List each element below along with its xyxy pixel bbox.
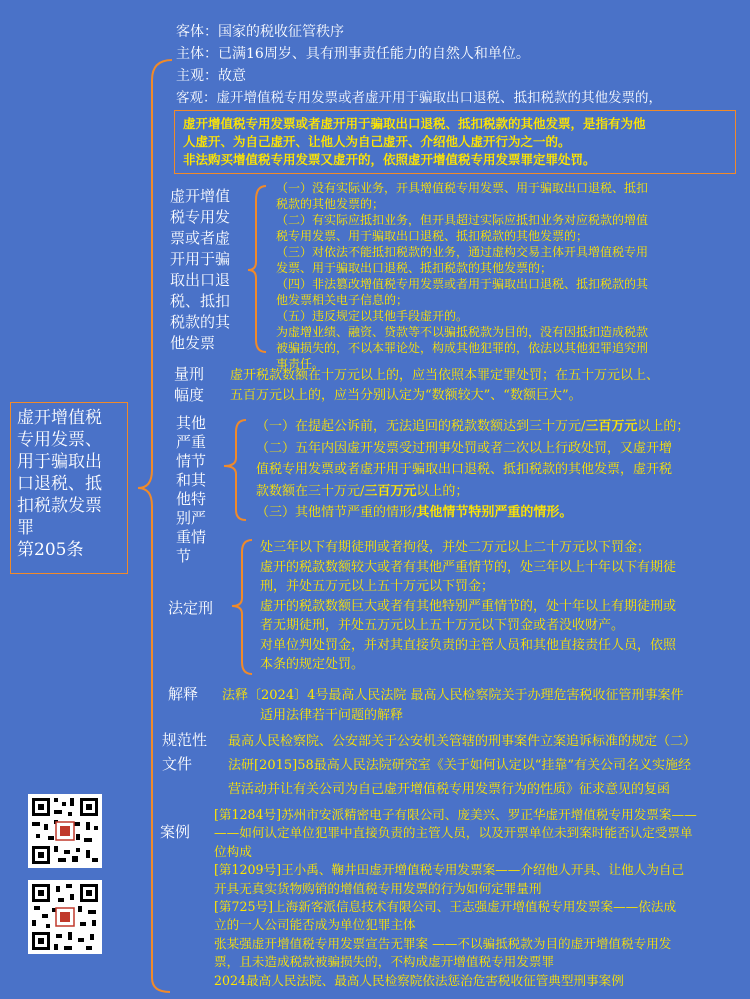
circumstance-item-2-end: 款数额在三十万元/三百万元以上的； [256,483,469,499]
title-line: 口退税、抵 [17,474,102,494]
definition-line: 税专用发票、用于骗取出口退税、抵扣税款的其他发票的； [276,229,589,243]
circumstance-item-1: （一）在提起公诉前，无法追回的税款数额达到三十万元/三百万元以上的； [256,419,690,434]
label-line: 量刑 [174,365,205,383]
title-line: 扣税款发票 [17,496,102,516]
highlight-box [174,110,736,174]
label-line: 幅度 [174,386,205,404]
penalty-label: 法定刑 [168,599,214,617]
title-line: 虚开增值税 [17,408,102,428]
label-line: 重情 [176,528,207,546]
circumstances-label [176,414,206,566]
crime-title-box [10,402,128,574]
circumstance-line: 值税专用发票或者虚开用于骗取出口退税、抵扣税款的其他发票，虚开税 [256,462,673,477]
label-line: 虚开增值 [170,187,231,205]
circumstances-text [256,416,689,524]
cases-label: 案例 [160,823,191,841]
circumstance-line: （二）五年内因虚开发票受过刑事处罚或者二次以上行政处罚，又虚开增 [256,440,673,456]
penalty-line: 刑，并处五万元以上五十万元以下罚金； [260,579,495,594]
qr-code-icon [28,794,102,868]
definition-line: 发票、用于骗取出口退税、抵扣税款的其他发票的； [276,261,553,275]
label-line: 开用于骗 [170,250,231,268]
interpretation-text [222,686,684,726]
label-line: 严重 [176,433,207,451]
label-line: 他发票 [170,334,216,352]
qr-code-icon [28,880,102,954]
definition-label [170,186,250,354]
interpretation-line: 适用法律若干问题的解释 [260,708,404,723]
case-line: ——如何认定单位犯罪中直接负责的主管人员，以及开票单位未到案时能否认定受票单 [214,825,693,841]
title-line: 专用发票、 [17,430,102,450]
interpretation-line: 法释〔2024〕4号最高人民法院 最高人民检察院关于办理危害税收征管刑事案件 [222,688,684,703]
circumstance-item-3: （三）其他情节严重的情形/其他情节特别严重的情形。 [256,505,573,520]
highlight-line: 虚开增值税专用发票或者虚开用于骗取出口退税、抵扣税款的其他发票，是指有为他 [183,116,646,131]
label-line: 和其 [176,471,207,489]
normative-line: 最高人民检察院、公安部关于公安机关管辖的刑事案件立案追诉标准的规定（二） [228,734,697,749]
label-line: 规范性 [162,731,208,749]
definition-line: 为虚增业绩、融资、贷款等不以骗抵税款为目的，没有因抵扣造成税款 [276,325,649,339]
highlight-line: 人虚开、为自己虚开、让他人为自己虚开、介绍他人虚开行为之一的。 [183,134,571,149]
definition-text [276,180,648,372]
element-objective: 客观：虚开增值税专用发票或者虚开用于骗取出口退税、抵扣税款的其他发票的， [176,90,662,106]
label-line: 税款的其 [170,313,231,331]
cases-text [214,806,697,990]
normative-text [228,730,696,802]
definition-line: （一）没有实际业务，开具增值税专用发票、用于骗取出口退税、抵扣 [276,181,649,195]
penalty-line: 对单位判处罚金，并对其直接负责的主管人员和其他直接责任人员，依照 [260,637,677,653]
sentencing-text [230,366,659,406]
definition-line: 事责任。 [276,357,325,371]
label-line: 别严 [176,509,207,527]
penalty-line: 本条的规定处罚。 [260,657,365,672]
label-line: 他特 [176,490,207,508]
normative-line: 法研[2015]58最高人民法院研究室《关于如何认定以“挂靠”有关公司名义实施经 [228,758,692,773]
case-line: 开具无真实货物购销的增值税专用发票的行为如何定罪量刑 [214,880,542,896]
title-line: 第205条 [17,540,84,560]
definition-line: 他发票相关电子信息的； [276,293,409,307]
label-line: 取出口退 [170,271,231,289]
definition-line: （三）对依法不能抵扣税款的业务，通过虚构交易主体开具增值税专用 [276,245,649,259]
definition-line: 税款的其他发票的； [276,197,385,211]
definition-line: （四）非法篡改增值税专用发票或者用于骗取出口退税、抵扣税款的其 [276,277,649,291]
normative-label [162,728,207,776]
label-line: 情节 [176,452,207,470]
label-line: 节 [176,547,192,565]
penalty-line: 者无期徒刑，并处五万元以上五十万元以下罚金或者没收财产。 [260,618,625,633]
case-line: 立的一人公司能否成为单位犯罪主体 [214,917,416,933]
case-line: 票，且未造成税款被骗损失的，不构成虚开增值税专用发票罪 [214,954,555,970]
sentencing-label [174,364,204,406]
definition-line: （二）有实际应抵扣业务，但开具超过实际应抵扣业务对应税款的增值 [276,213,649,227]
label-line: 税专用发 [170,208,231,226]
case-line: 2024最高人民法院、最高人民检察院依法惩治危害税收征管典型刑事案例 [214,972,624,988]
penalty-line: 虚开的税款数额巨大或者有其他特别严重情节的，处十年以上有期徒刑或 [260,598,677,614]
label-line: 文件 [162,755,193,773]
case-line: [第725号]上海新客派信息技术有限公司、王志强虚开增值税专用发票案——依法成 [214,899,677,915]
penalty-line: 处三年以下有期徒刑或者拘役，并处二万元以上二十万元以下罚金； [260,540,651,555]
highlight-line: 非法购买增值税专用发票又虚开的，依照虚开增值税专用发票罪定罪处罚。 [183,152,596,167]
penalty-text [260,538,676,675]
title-line: 用于骗取出 [17,452,102,472]
penalty-line: 虚开的税款数额较大或者有其他严重情节的，处三年以上十年以下有期徒 [260,559,677,575]
label-line: 其他 [176,414,207,432]
label-line: 票或者虚 [170,229,231,247]
interpretation-label: 解释 [168,685,199,703]
sentencing-line: 五百万元以上的，应当分别认定为“数额较大”、“数额巨大”。 [230,388,582,403]
sentencing-line: 虚开税款数额在十万元以上的，应当依照本罪定罪处罚；在五十万元以上、 [230,368,660,383]
case-line: 位构成 [214,843,252,859]
normative-line: 营活动并让有关公司为自己虚开增值税专用发票行为的性质》征求意见的复函 [228,782,671,797]
definition-line: （五）违反规定以其他手段虚开的。 [276,309,469,323]
element-object: 客体：国家的税收征管秩序 [176,24,344,40]
case-line: [第1284号]苏州市安派精密电子有限公司、庞美兴、罗正华虚开增值税专用发票案—— [214,807,697,822]
element-subject: 主体：已满16周岁、具有刑事责任能力的自然人和单位。 [176,46,530,62]
case-line: 张某强虚开增值税专用发票宣告无罪案 ——不以骗抵税款为目的虚开增值税专用发 [214,935,672,951]
title-line: 罪 [17,518,34,538]
case-line: [第1209号]王小禹、鞠井田虚开增值税专用发票案——介绍他人开具、让他人为自己 [214,862,685,878]
definition-line: 被骗损失的，不以本罪论处，构成其他犯罪的，依法以其他犯罪追究刑 [276,341,649,355]
element-subjective: 主观：故意 [176,68,246,84]
label-line: 税、抵扣 [170,292,231,310]
